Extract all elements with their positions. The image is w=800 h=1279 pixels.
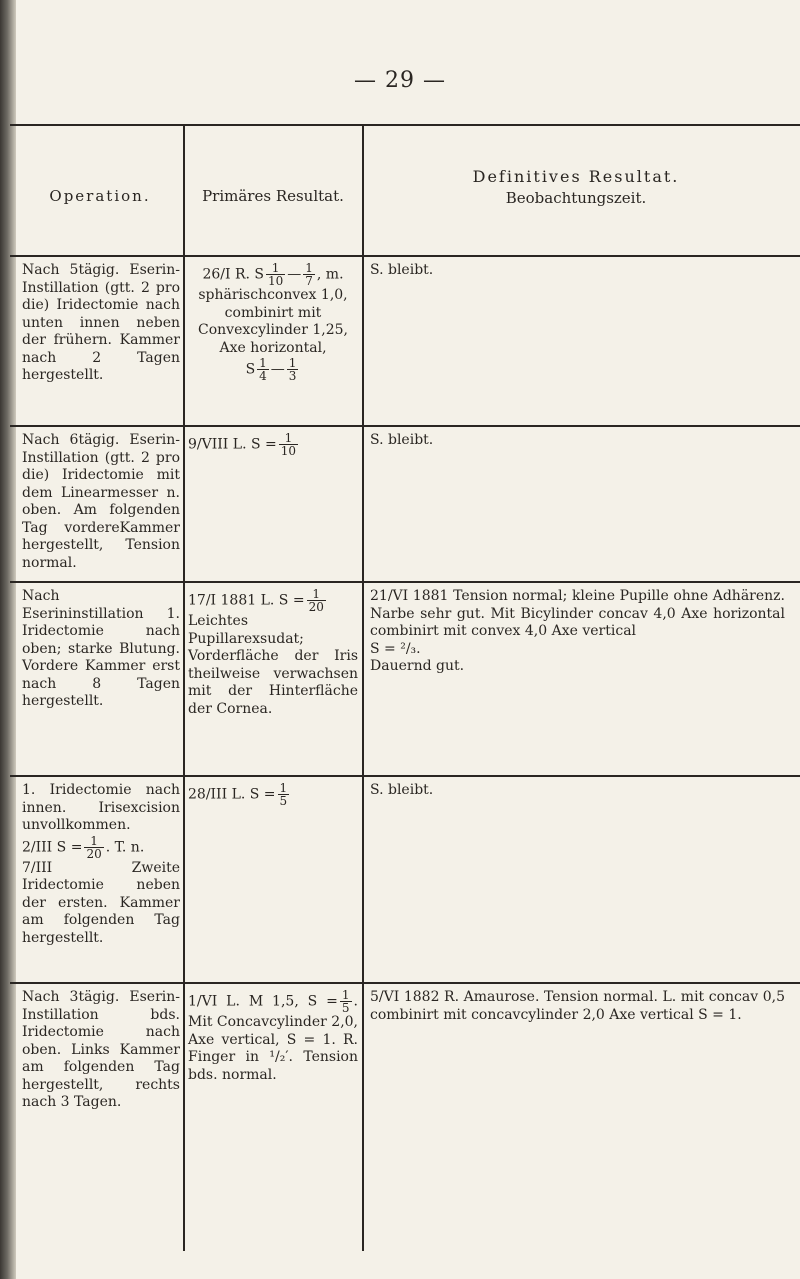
row-rule-1 <box>10 425 800 427</box>
row2-definitive: S. bleibt. <box>370 432 434 448</box>
row3-primary <box>188 588 358 718</box>
row2-primary: 9/VIII L. S = $\frac{1}{10}$ <box>188 431 297 458</box>
row1-operation: Nach 5tägig. Eserin-Instillation (gtt. 2 pro die) Iridectomie nach unten innen neben der frühern. Kammer nach 2 Tagen hergestellt. <box>22 262 180 383</box>
row1-primary-sharpness: S $\frac{1}{4}$ — $\frac{1}{3}$ <box>245 356 297 383</box>
row3-definitive-sharpness: S = ²/₃. <box>370 640 421 657</box>
header-definitive-result <box>366 166 786 208</box>
row5-operation: Nach 3tägig. Eserin-Instillation bds. Iridectomie nach oben. Links Kammer am folgenden Tag hergestellt, rechts nach 3 Tagen. <box>22 989 180 1110</box>
column-divider-2 <box>362 126 364 1251</box>
fraction: $\frac{1}{10}$ <box>267 261 284 288</box>
row3-definitive-end: Dauernd gut. <box>370 658 465 674</box>
fraction: $\frac{1}{10}$ <box>280 431 297 458</box>
row5-primary: 1/VI L. M 1,5, S = $\frac{1}{5}$ . Mit Concavcylinder 2,0, Axe vertical, S = 1. R. Finger in ¹/₂′. Tension bds. normal. <box>188 988 358 1083</box>
row-rule-3 <box>10 775 800 777</box>
row3-definitive <box>370 588 785 676</box>
row1-primary-formula: 26/I R. S $\frac{1}{10}$ — $\frac{1}{7}$ , m. <box>202 261 344 288</box>
page-number: — 29 — <box>354 68 446 93</box>
header-primary-result: Primäres Resultat. <box>202 187 344 205</box>
row3-primary-formula: 17/I 1881 L. S = $\frac{1}{20}$ <box>188 587 324 614</box>
fraction: $\frac{1}{7}$ <box>305 261 313 288</box>
row-rule-2 <box>10 581 800 583</box>
row4-operation-date: 2/III S = $\frac{1}{20}$ . T. n. <box>22 833 145 861</box>
book-binding-shadow <box>0 0 16 1279</box>
fraction: $\frac{1}{3}$ <box>288 356 297 383</box>
fraction: $\frac{1}{20}$ <box>86 833 102 861</box>
row4-operation-text: 1. Iridectomie nach innen. Irisexcision unvollkommen. <box>22 782 180 833</box>
header-observation-time: Beobachtungszeit. <box>505 188 647 207</box>
row1-definitive: S. bleibt. <box>370 262 434 278</box>
row3-primary-text: Leichtes Pupillarexsudat; Vorderfläche der Iris theilweise verwachsen mit der Hinterfläche der Cornea. <box>188 613 358 717</box>
row4-primary: 28/III L. S = $\frac{1}{5}$ <box>188 781 288 808</box>
table-top-rule <box>10 124 800 126</box>
fraction: $\frac{1}{5}$ <box>341 988 350 1015</box>
row2-operation: Nach 6tägig. Eserin-Instillation (gtt. 2 pro die) Iridectomie mit dem Linearmesser n. oben. Am folgenden Tag vordereKammer hergestellt, Tension normal. <box>22 432 180 571</box>
fraction: $\frac{1}{4}$ <box>259 356 267 383</box>
header-rule <box>10 255 800 257</box>
fraction: $\frac{1}{5}$ <box>279 781 288 808</box>
row1-primary-text: sphärischconvex 1,0, combinirt mit Convexcylinder 1,25, Axe horizontal, <box>198 287 348 356</box>
fraction: $\frac{1}{20}$ <box>308 587 324 614</box>
column-divider-1 <box>183 126 185 1251</box>
row1-primary <box>186 262 360 382</box>
header-definitive-title: Definitives Resultat. <box>472 167 680 186</box>
header-operation: Operation. <box>49 187 151 205</box>
row5-definitive: 5/VI 1882 R. Amaurose. Tension normal. L. mit concav 0,5 combinirt mit concavcylinder 2,0 Axe vertical S = 1. <box>370 989 785 1023</box>
row-rule-4 <box>10 982 800 984</box>
row4-operation-rest: 7/III Zweite Iridectomie neben der ersten. Kammer am folgenden Tag hergestellt. <box>22 859 180 946</box>
row4-operation <box>22 782 180 947</box>
row4-definitive: S. bleibt. <box>370 782 434 798</box>
row3-operation: Nach Eserininstillation 1. Iridectomie nach oben; starke Blutung. Vordere Kammer erst nach 8 Tagen hergestellt. <box>22 588 180 709</box>
row3-definitive-text: 21/VI 1881 Tension normal; kleine Pupille ohne Adhärenz. Narbe sehr gut. Mit Bicylinder concav 4,0 Axe horizontal combinirt mit convex 4,0 Axe vertical <box>370 588 785 639</box>
